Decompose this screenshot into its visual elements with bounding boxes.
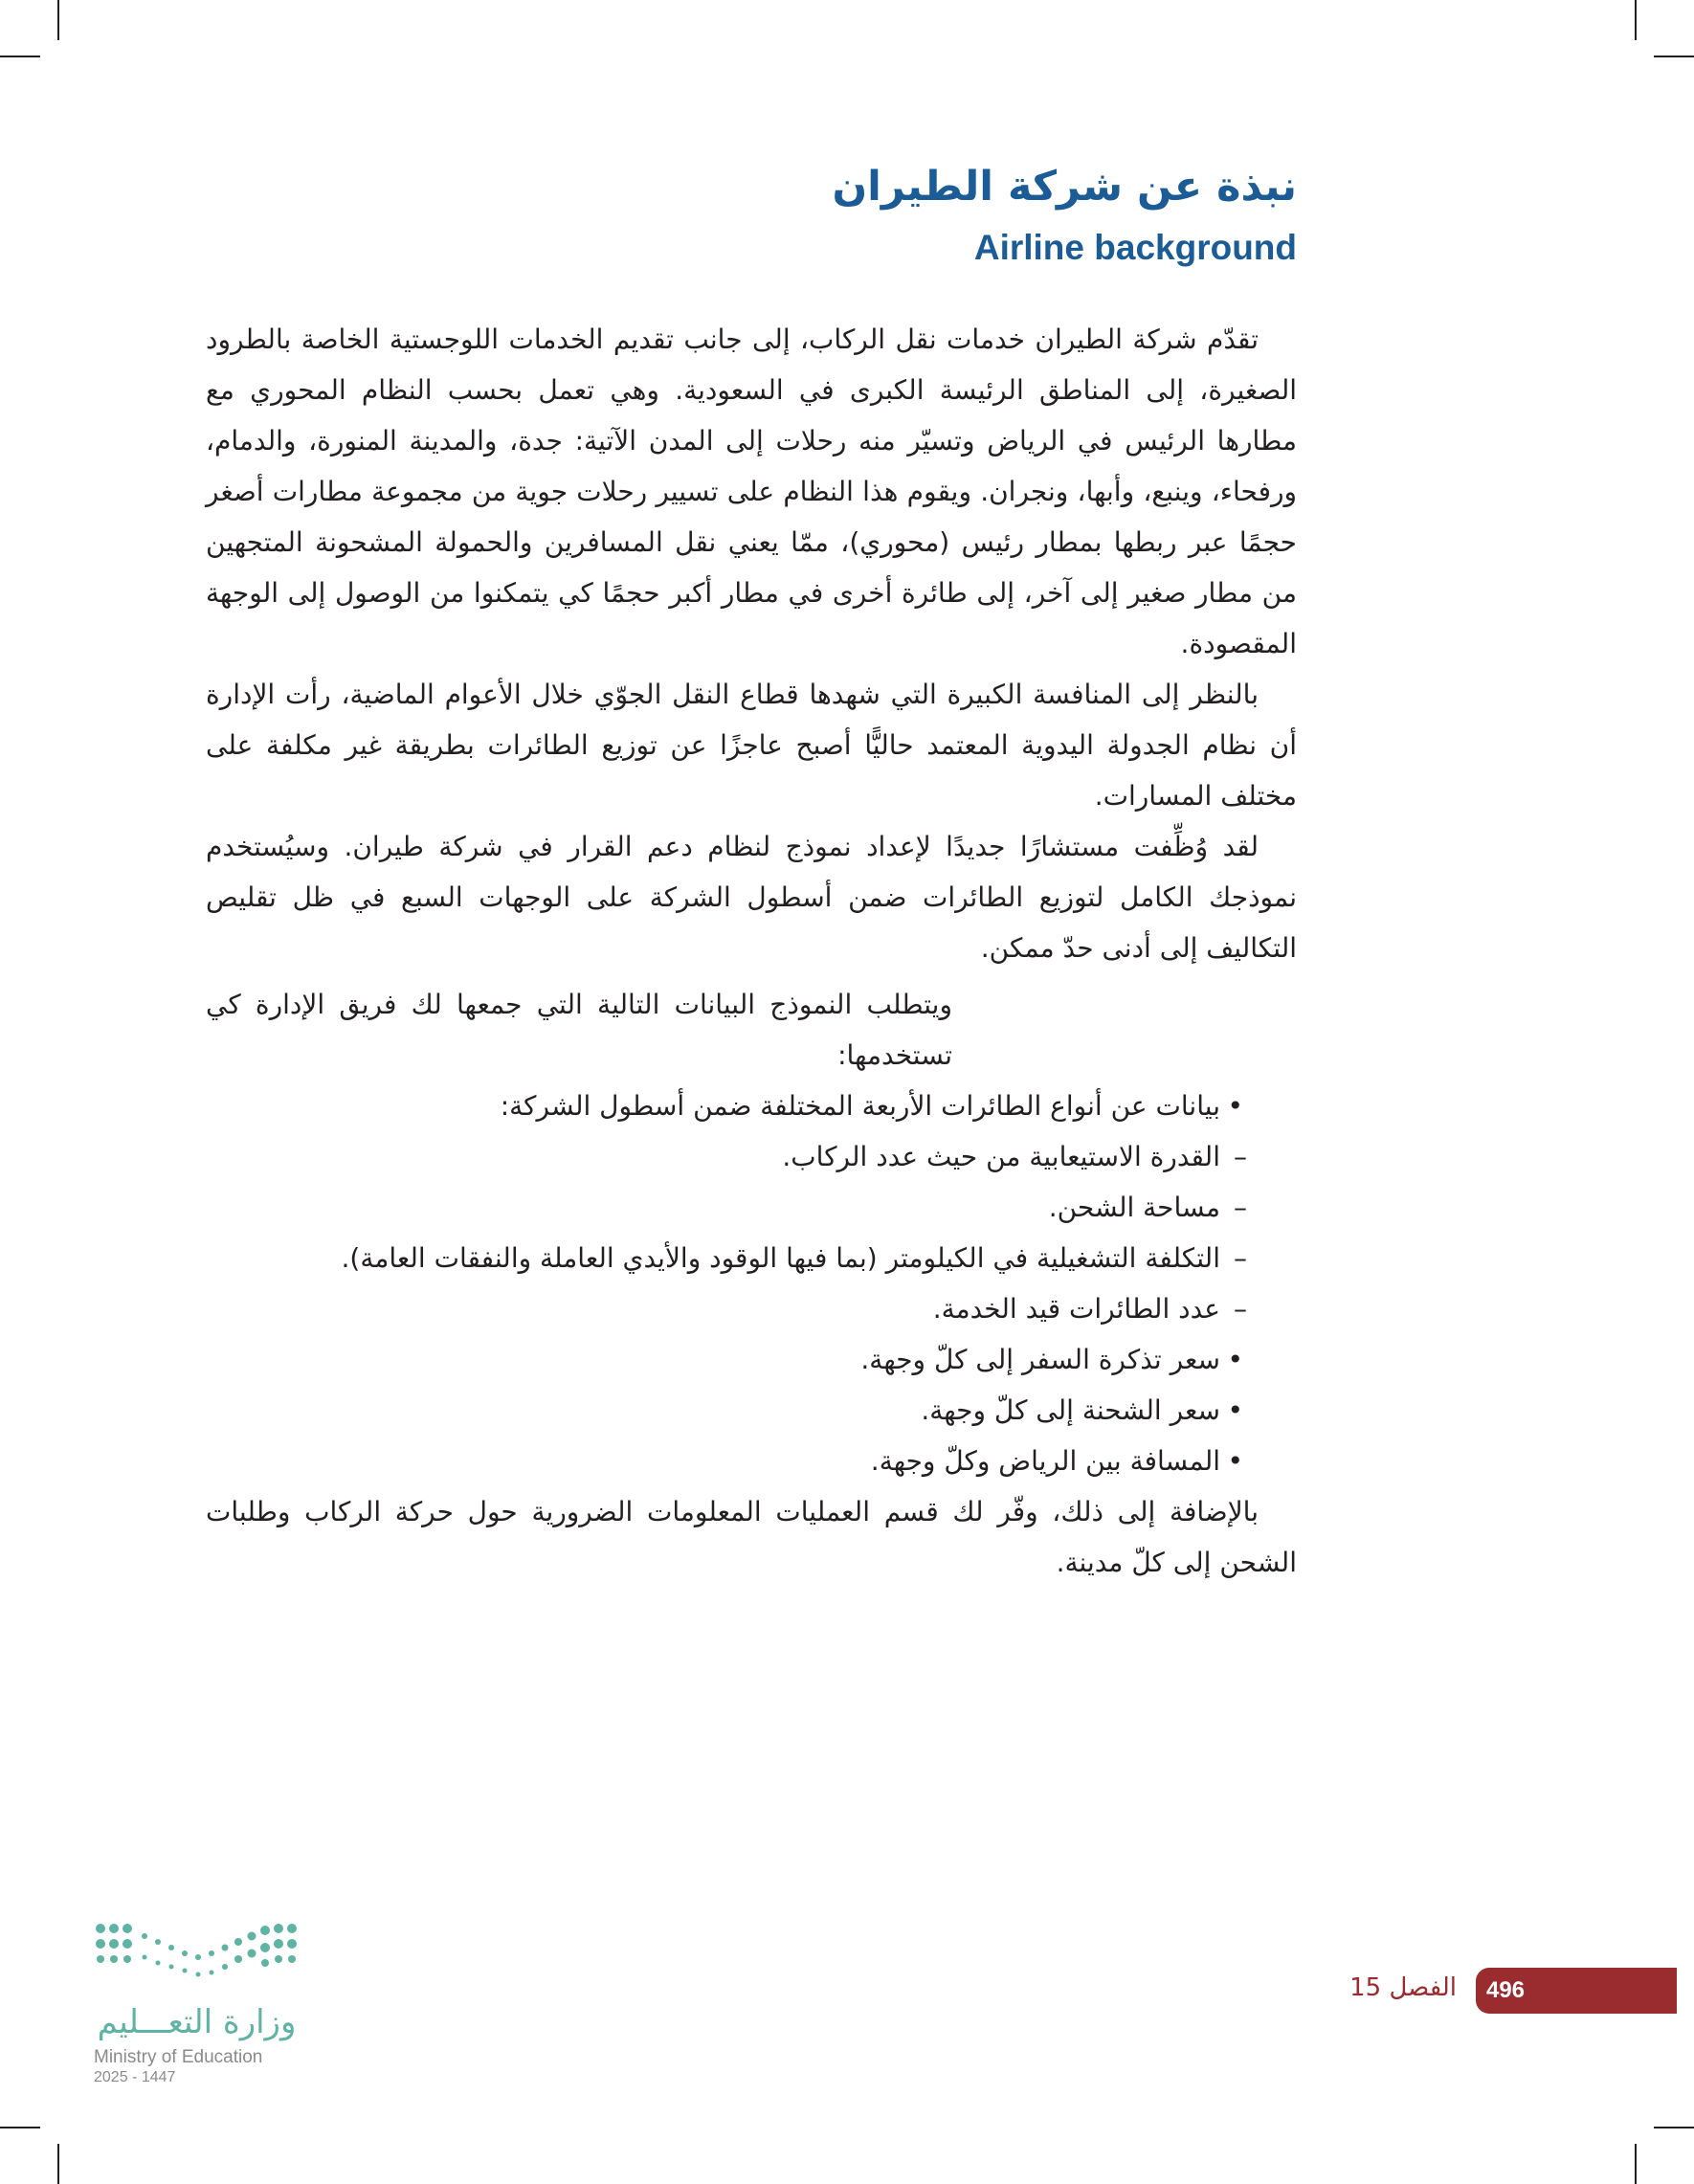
sub-list-item: – التكلفة التشغيلية في الكيلومتر (بما فيها الوقود والأيدي العاملة والنفقات العامة). [206, 1233, 1297, 1283]
list-item: • بيانات عن أنواع الطائرات الأربعة المختلفة ضمن أسطول الشركة: [206, 1081, 1297, 1131]
list-item: • المسافة بين الرياض وكلّ وجهة. [206, 1436, 1297, 1486]
crop-mark [1654, 2127, 1694, 2128]
crop-mark [0, 2127, 40, 2128]
list-item: • سعر تذكرة السفر إلى كلّ وجهة. [206, 1334, 1297, 1385]
section-title-arabic: نبذة عن شركة الطيران [832, 163, 1297, 211]
ministry-logo-icon [91, 1919, 301, 1995]
list-intro: ويتطلب النموذج البيانات التالية التي جمعها لك فريق الإدارة كي تستخدمها: [206, 989, 952, 1071]
chapter-label: الفصل 15 [1349, 1973, 1457, 2002]
sub-list-item: – القدرة الاستيعابية من حيث عدد الركاب. [206, 1131, 1297, 1182]
crop-mark [1635, 2144, 1637, 2184]
paragraph-closing: بالإضافة إلى ذلك، وفّر لك قسم العمليات المعلومات الضرورية حول حركة الركاب وطلبات الشحن إلى كلّ مدينة. [206, 1496, 1297, 1578]
crop-mark [0, 56, 40, 57]
ministry-year: 2025 - 1447 [94, 2069, 176, 2085]
list-item: • سعر الشحنة إلى كلّ وجهة. [206, 1385, 1297, 1436]
body-text [206, 314, 1297, 1588]
requirements-list [206, 1081, 1297, 1486]
crop-mark [57, 0, 59, 40]
sub-list-item: – مساحة الشحن. [206, 1182, 1297, 1233]
crop-mark [57, 2144, 59, 2184]
sub-list-item: – عدد الطائرات قيد الخدمة. [206, 1283, 1297, 1334]
paragraph: بالنظر إلى المنافسة الكبيرة التي شهدها قطاع النقل الجوّي خلال الأعوام الماضية، رأت الإدارة أن نظام الجدولة اليدوية المعتمد حاليًّا أصبح عاجزًا عن توزيع الطائرات بطريقة غير مكلفة على مختلف المسارات. [206, 679, 1297, 812]
ministry-name-english: Ministry of Education [94, 2047, 263, 2067]
ministry-name-arabic: وزارة التعـــليم [97, 2003, 297, 2041]
paragraph: تقدّم شركة الطيران خدمات نقل الركاب، إلى جانب تقديم الخدمات اللوجستية الخاصة بالطرود الصغيرة، إلى المناطق الرئيسة الكبرى في السعودية. وهي تعمل بحسب النظام المحوري مع مطارها الرئيس في الرياض وتسيّر منه رحلات إلى المدن الآتية: جدة، والمدينة المنورة، والدمام، ورفحاء، وينبع، وأبها، ونجران. ويقوم هذا النظام على تسيير رحلات جوية من مجموعة مطارات أصغر حجمًا عبر ربطها بمطار رئيس (محوري)، ممّا يعني نقل المسافرين والحمولة المشحونة المتجهين من مطار صغير إلى آخر، إلى طائرة أخرى في مطار أكبر حجمًا كي يتمكنوا من الوصول إلى الوجهة المقصودة. [206, 323, 1297, 659]
crop-mark [1635, 0, 1637, 40]
section-title-english: Airline background [973, 228, 1297, 267]
paragraph: لقد وُظِّفت مستشارًا جديدًا لإعداد نموذج لنظام دعم القرار في شركة طيران. وسيُستخدم نموذجك الكامل لتوزيع الطائرات ضمن أسطول الشركة على الوجهات السبع في ظل تقليص التكاليف إلى أدنى حدّ ممكن. [206, 831, 1297, 964]
page-number: 496 [1485, 1977, 1526, 2003]
crop-mark [1654, 56, 1694, 57]
